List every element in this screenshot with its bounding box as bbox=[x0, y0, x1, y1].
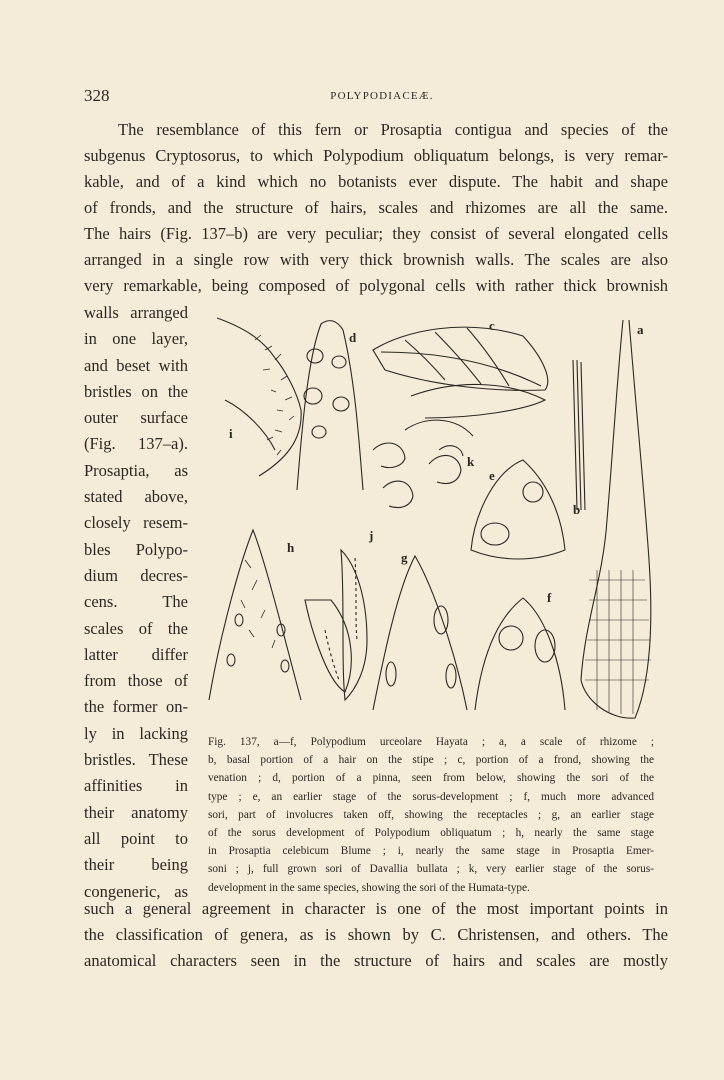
text-line: dium decres- bbox=[84, 565, 188, 585]
side-column-text bbox=[84, 300, 188, 905]
caption-line: development in the same species, showing the sori of the Humata-type. bbox=[208, 881, 530, 894]
text-line: their being bbox=[84, 855, 188, 875]
caption-line: soni ; j, full grown sori of Davallia bullata ; k, very earlier stage of the sorus- bbox=[208, 863, 654, 876]
figure-label-j: j bbox=[369, 528, 374, 543]
text-line: (Fig. 137–a). bbox=[84, 434, 188, 454]
figure-label-d: d bbox=[349, 330, 357, 345]
caption-line: venation ; d, portion of a pinna, seen from below, showing the sori of the bbox=[208, 772, 654, 785]
text-line: The hairs (Fig. 137–b) are very peculiar; they consist of several elongated cells bbox=[84, 224, 668, 243]
caption-line: in Prosaptia celebicum Blume ; i, nearly the same stage in Prosaptia Emer- bbox=[208, 845, 654, 858]
figure-label-c: c bbox=[489, 318, 495, 333]
figure-label-i: i bbox=[229, 426, 233, 441]
text-line: affinities in bbox=[84, 776, 188, 796]
figure-137-illustration bbox=[205, 300, 667, 730]
text-line: from those of bbox=[84, 671, 188, 691]
figure-label-h: h bbox=[287, 540, 295, 555]
figure-label-a: a bbox=[637, 322, 644, 337]
text-line: ly in lacking bbox=[84, 723, 188, 743]
text-line: The resemblance of this fern or Prosaptia contigua and species of the bbox=[118, 120, 668, 139]
caption-line: sori, part of involucres taken off, showing the receptacles ; g, an earlier stage bbox=[208, 808, 654, 821]
text-line: bristles. These bbox=[84, 750, 188, 770]
text-line: bristles on the bbox=[84, 381, 188, 401]
caption-line: Fig. 137, a—f, Polypodium urceolare Hayata ; a, a scale of rhizome ; bbox=[208, 736, 654, 748]
caption-line: type ; e, an earlier stage of the sorus-development ; f, much more advanced bbox=[208, 790, 654, 803]
figure-caption bbox=[208, 733, 654, 897]
text-line: Prosaptia, as bbox=[84, 460, 188, 480]
text-line: closely resem- bbox=[84, 513, 188, 533]
text-line: walls arranged bbox=[84, 303, 188, 322]
text-line: kable, and of a kind which no botanists ever dispute. The habit and shape bbox=[84, 172, 668, 191]
caption-line: of the sorus development of Polypodium obliquatum ; h, nearly the same stage bbox=[208, 827, 654, 840]
text-line: bles Polypo- bbox=[84, 539, 188, 559]
text-line: all point to bbox=[84, 828, 188, 848]
text-line: scales of the bbox=[84, 618, 188, 638]
text-line: very remarkable, being composed of polygonal cells with rather thick brownish bbox=[84, 276, 668, 295]
page-number: 328 bbox=[84, 86, 110, 105]
text-line: arranged in a single row with very thick brownish walls. The scales are also bbox=[84, 250, 668, 269]
text-line: subgenus Cryptosorus, to which Polypodium obliquatum belongs, is very remar- bbox=[84, 146, 668, 165]
bottom-paragraph bbox=[84, 896, 668, 974]
text-line: in one layer, bbox=[84, 329, 188, 349]
text-line: the former on- bbox=[84, 697, 188, 717]
figure-label-f: f bbox=[547, 590, 552, 605]
figure-label-k: k bbox=[467, 454, 475, 469]
text-line: anatomical characters seen in the structure of hairs and scales are mostly bbox=[84, 951, 668, 970]
text-line: of fronds, and the structure of hairs, scales and rhizomes are all the same. bbox=[84, 198, 668, 217]
text-line: outer surface bbox=[84, 408, 188, 428]
figure-label-b: b bbox=[573, 502, 581, 517]
botanical-drawing bbox=[205, 300, 667, 730]
caption-line: b, basal portion of a hair on the stipe ; c, portion of a frond, showing the bbox=[208, 754, 654, 767]
text-line: and beset with bbox=[84, 355, 188, 375]
figure-label-e: e bbox=[489, 468, 495, 483]
text-line: cens. The bbox=[84, 592, 188, 612]
text-line: such a general agreement in character is one of the most important points in bbox=[84, 899, 668, 918]
text-line: stated above, bbox=[84, 487, 188, 507]
figure-label-g: g bbox=[401, 550, 408, 565]
text-line: latter differ bbox=[84, 644, 188, 664]
text-line: their anatomy bbox=[84, 802, 188, 822]
top-paragraph bbox=[84, 117, 668, 299]
text-line: the classification of genera, as is shown by C. Christensen, and others. The bbox=[84, 925, 668, 944]
running-title: POLYPODIACEÆ. bbox=[330, 90, 434, 102]
text-line: congeneric, as bbox=[84, 881, 188, 901]
